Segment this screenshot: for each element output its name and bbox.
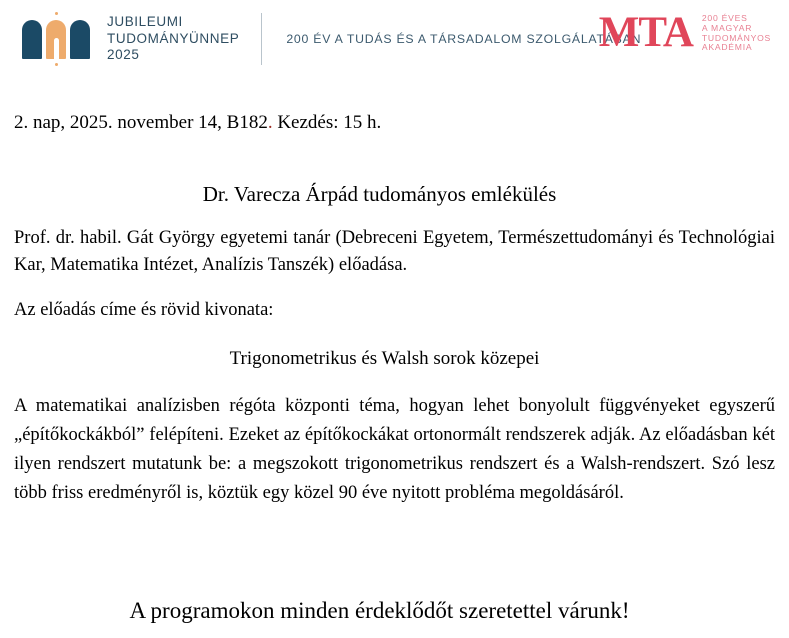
jubilee-logo-text — [107, 14, 239, 64]
speaker-paragraph: Prof. dr. habil. Gát György egyetemi tanár (Debreceni Egyetem, Természettudományi és Technológiai Kar, Matematika Intézet, Analízis Tanszék) előadása. — [14, 228, 775, 275]
arch-right-icon — [70, 20, 90, 59]
page-header — [0, 0, 789, 78]
abstract-body: A matematikai analízisben régóta központi téma, hogyan lehet bonyolult függvényeket egyszerű „építőkockákból” felépíteni. Ezeket az építőkockákat ortonormált rendszerek adják. Az előadásban két ilyen rendszert mutatunk be: a megszokott trigonometrikus rendszert és a Walsh-rendszert. Szó lesz több friss eredményről is, köztük egy közel 90 éve nyitott probléma megoldásáról. — [14, 396, 775, 503]
mta-subtext — [702, 14, 771, 53]
closing-line: A programokon minden érdeklődőt szeretettel várunk! — [129, 598, 630, 623]
date-location-line — [14, 111, 775, 135]
jubilee-line-1: JUBILEUMI — [107, 14, 183, 30]
header-tagline: 200 ÉV A TUDÁS ÉS A TÁRSADALOM SZOLGÁLATÁBAN — [286, 32, 642, 46]
three-arches-icon — [22, 12, 94, 66]
session-title: Dr. Varecza Árpád tudományos emlékülés — [202, 182, 557, 206]
date-line-before: 2. nap, 2025. november 14, B182 — [14, 112, 268, 133]
arch-middle-icon — [46, 20, 66, 59]
jubilee-line-3: 2025 — [107, 47, 140, 63]
document-body — [0, 111, 789, 508]
mta-sub-line-4: AKADÉMIA — [701, 42, 753, 53]
mta-sub-line-1: 200 ÉVES — [701, 13, 748, 23]
mta-sub-line-2: A MAGYAR — [701, 22, 753, 33]
jubilee-line-2: TUDOMÁNYÜNNEP — [107, 30, 240, 46]
date-line-red-mark: . — [267, 112, 273, 133]
mta-wordmark: MTA — [598, 8, 693, 56]
arch-left-icon — [22, 20, 42, 59]
logo-dot-bottom — [55, 63, 58, 66]
mta-logo — [598, 8, 771, 56]
jubilee-logo — [22, 12, 239, 66]
abstract-intro: Az előadás címe és rövid kivonata: — [14, 300, 274, 320]
talk-title: Trigonometrikus és Walsh sorok közepei — [229, 348, 540, 369]
logo-dot-top — [55, 12, 58, 15]
header-divider — [261, 13, 262, 65]
mta-sub-line-3: TUDOMÁNYOS — [701, 32, 771, 43]
date-line-after: Kezdés: 15 h. — [272, 112, 382, 133]
